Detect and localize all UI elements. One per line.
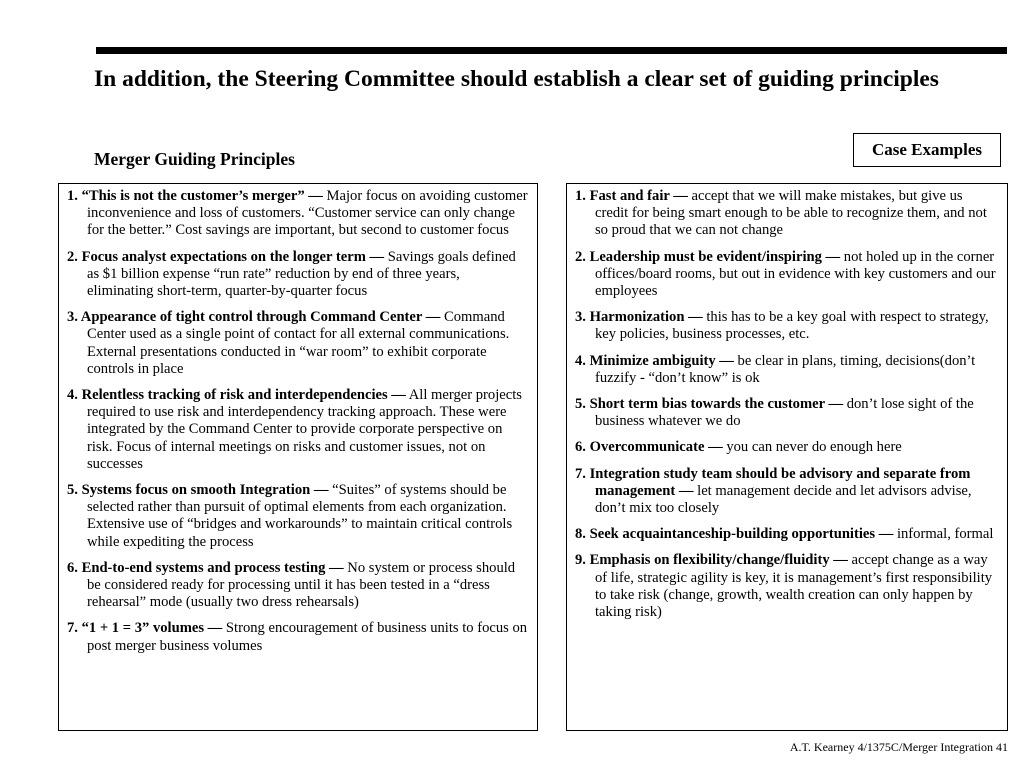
case-example-item	[575, 526, 999, 543]
principle-text: Major focus on avoiding customer inconvenience and loss of customers. “Customer service can only change for the better.” Cost savings are important, but second to customer focus	[87, 188, 528, 239]
case-example-heading: 9. Emphasis on flexibility/change/fluidity —	[575, 552, 848, 569]
case-example-text: this has to be a key goal with respect to strategy, key policies, business processes, etc.	[595, 309, 989, 343]
left-principles-panel	[58, 183, 538, 731]
case-example-heading: 8. Seek acquaintanceship-building opportunities —	[575, 526, 894, 543]
case-example-item	[575, 466, 999, 518]
principle-heading: 6. End-to-end systems and process testing —	[67, 559, 344, 576]
principle-heading: 1. “This is not the customer’s merger” —	[67, 188, 323, 204]
case-example-text: accept that we will make mistakes, but give us credit for being smart enough to be able to recognize them, and not so proud that we can not change	[595, 188, 987, 239]
case-example-heading: 3. Harmonization —	[575, 309, 703, 326]
case-examples-panel	[566, 183, 1008, 731]
principle-heading: 4. Relentless tracking of risk and interdependencies —	[67, 387, 406, 404]
principle-item	[67, 620, 529, 654]
section-heading: Merger Guiding Principles	[94, 149, 295, 169]
case-example-text: let management decide and let advisors advise, don’t mix too closely	[595, 482, 972, 517]
principle-item	[67, 482, 529, 551]
principle-item	[67, 560, 529, 612]
principle-text: Command Center used as a single point of contact for all external communications. External presentations conducted in “war room” to exhibit corporate controls in place	[87, 309, 510, 377]
principle-item	[67, 309, 529, 378]
top-rule	[96, 47, 1007, 54]
case-example-heading: 4. Minimize ambiguity —	[575, 352, 734, 369]
case-examples-box: Case Examples	[853, 133, 1001, 167]
principle-heading: 2. Focus analyst expectations on the longer term —	[67, 248, 385, 265]
principle-text: Strong encouragement of business units to focus on post merger business volumes	[87, 620, 528, 654]
principle-text: All merger projects required to use risk and interdependency tracking approach. These were integrated by the Command Center to provide corporate perspective on risk. Focus of internal meetings on risks and customer issues, not on successes	[87, 387, 522, 472]
principle-text: Savings goals defined as $1 billion expense “run rate” reduction by end of three years, eliminating short-term, quarter-by-quarter focus	[87, 248, 516, 300]
case-example-item	[575, 309, 999, 343]
case-example-text: don’t lose sight of the business whatever we do	[595, 396, 974, 430]
slide-title: In addition, the Steering Committee should establish a clear set of guiding principles	[94, 66, 939, 92]
principle-item	[67, 188, 529, 240]
case-example-item	[575, 353, 999, 387]
principle-heading: 3. Appearance of tight control through Command Center —	[67, 309, 441, 326]
case-example-heading: 2. Leadership must be evident/inspiring —	[575, 248, 841, 265]
case-example-item	[575, 249, 999, 301]
case-example-text: not holed up in the corner offices/board rooms, but out in evidence with key customers and our employees	[595, 248, 996, 300]
case-example-text: be clear in plans, timing, decisions(don’t fuzzify - “don’t know” is ok	[595, 352, 976, 386]
principle-text: “Suites” of systems should be selected rather than pursuit of optimal elements from each organization. Extensive use of “bridges and workarounds” to maintain critical controls while expediting the process	[87, 482, 513, 550]
case-example-heading: 7. Integration study team should be advisory and separate from management —	[575, 465, 971, 499]
case-example-item	[575, 552, 999, 621]
principle-item	[67, 387, 529, 473]
case-example-heading: 6. Overcommunicate —	[575, 439, 723, 456]
case-example-heading: 1. Fast and fair —	[575, 188, 688, 204]
case-example-text: you can never do enough here	[722, 439, 902, 456]
case-example-heading: 5. Short term bias towards the customer —	[575, 396, 844, 413]
principle-heading: 7. “1 + 1 = 3” volumes —	[67, 620, 223, 637]
case-example-item	[575, 396, 999, 430]
footer-reference: A.T. Kearney 4/1375C/Merger Integration 41	[789, 740, 1008, 754]
principle-heading: 5. Systems focus on smooth Integration —	[67, 482, 329, 499]
case-example-text: informal, formal	[893, 526, 994, 543]
case-example-text: accept change as a way of life, strategic agility is key, it is management’s first responsibility to take risk (change, growth, wealth creation can only happen by taking risk)	[595, 552, 993, 621]
principle-text: No system or process should be considered ready for processing until it has been tested in a “dress rehearsal” mode (usually two dress rehearsals)	[87, 559, 516, 611]
principle-item	[67, 249, 529, 301]
case-example-item	[575, 439, 999, 456]
case-example-item	[575, 188, 999, 240]
